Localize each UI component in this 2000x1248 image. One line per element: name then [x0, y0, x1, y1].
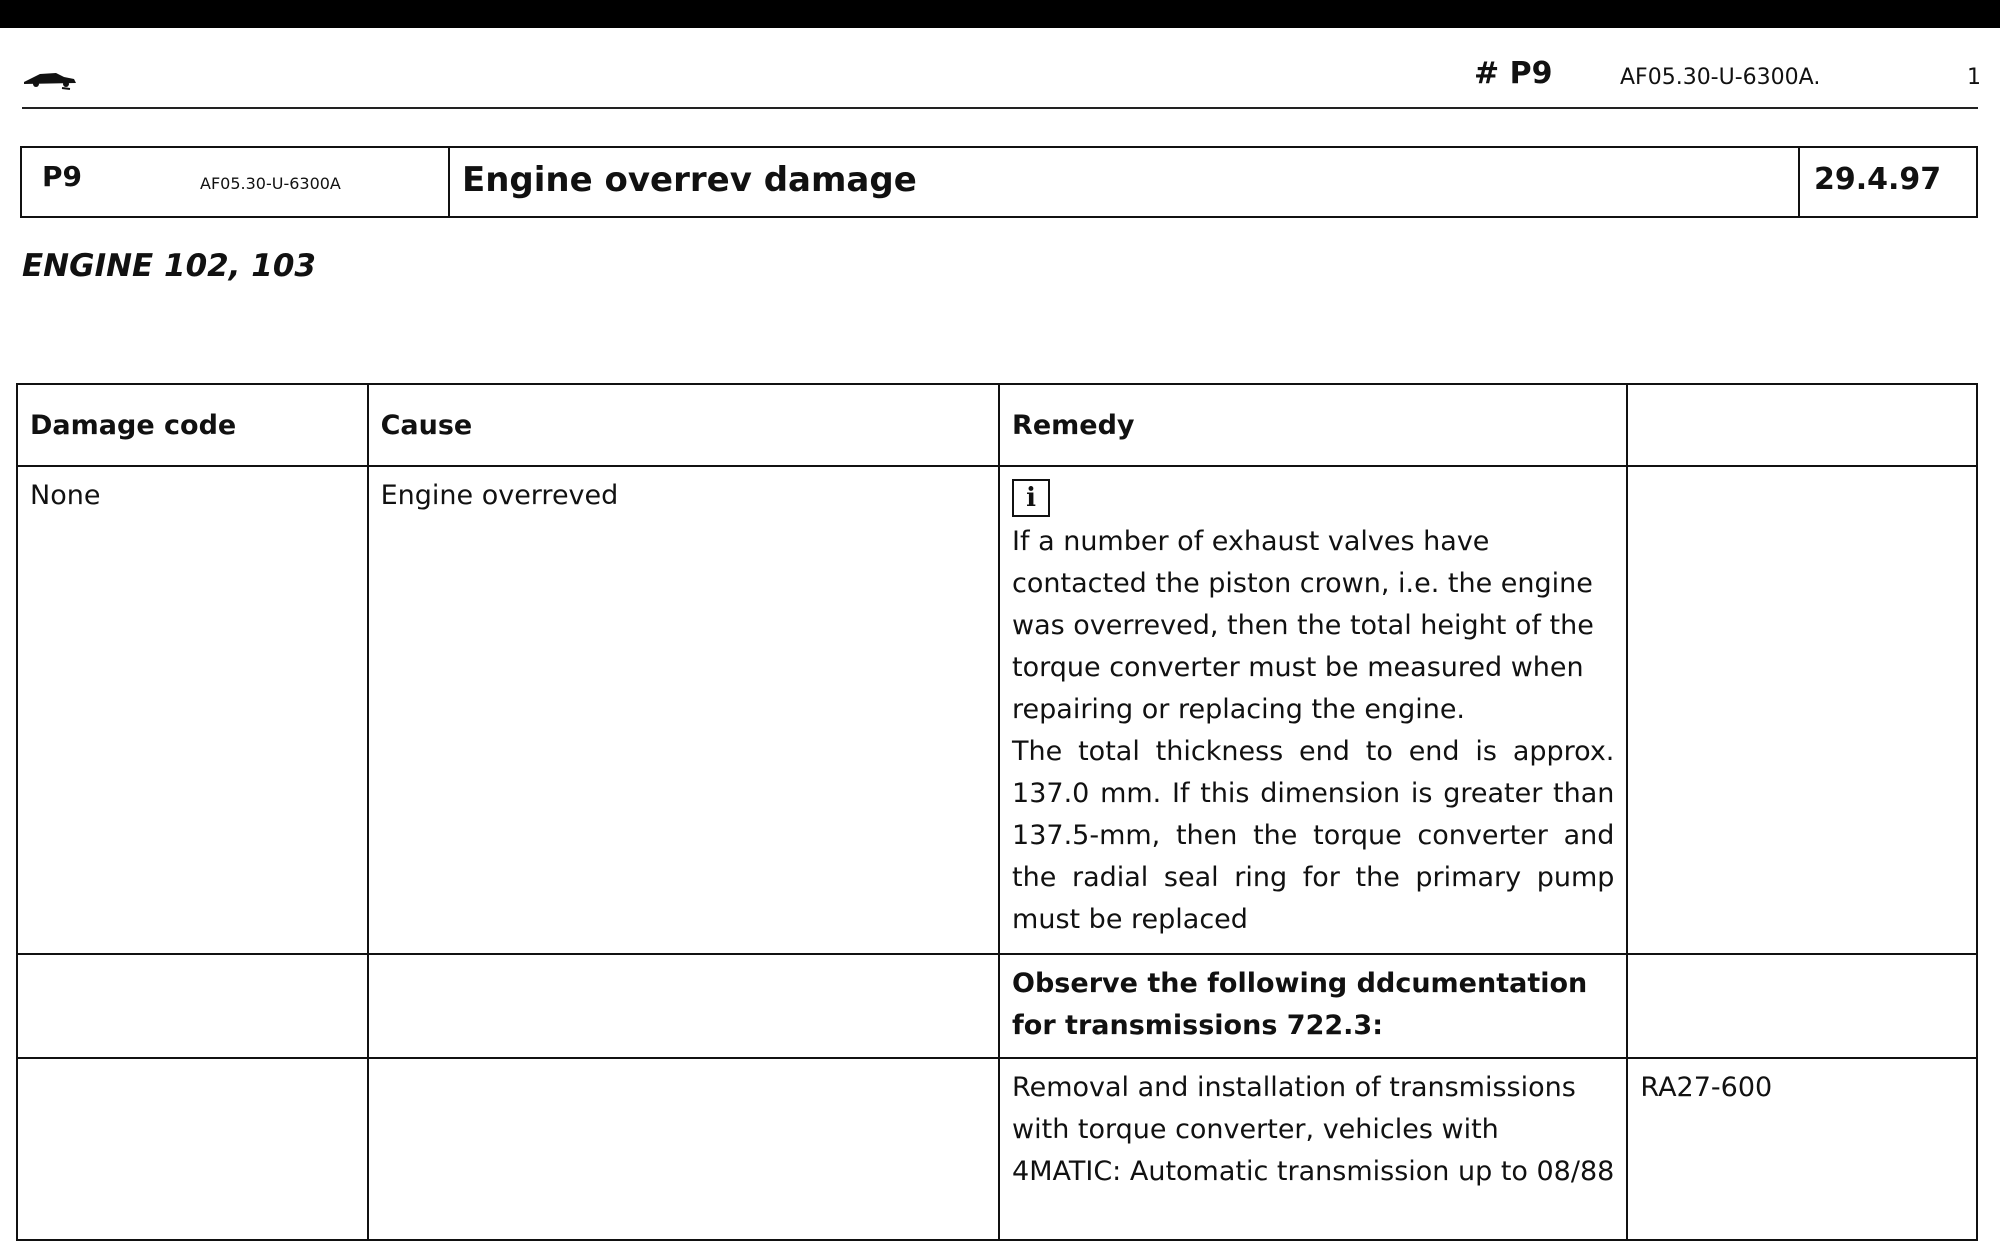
header-damage-code: Damage code — [17, 384, 368, 466]
title-date-cell — [1800, 148, 1976, 216]
table-header-row — [17, 384, 1977, 466]
table-row — [17, 954, 1977, 1058]
reference-cell — [1627, 466, 1977, 954]
reference-cell — [1627, 954, 1977, 1058]
page-header — [22, 50, 1981, 110]
info-icon: i — [1012, 479, 1050, 517]
remedy-cell — [999, 466, 1627, 954]
title-date: 29.4.97 — [1814, 162, 1942, 197]
title-box — [20, 146, 1978, 218]
remedy-paragraph-2: The total thickness end to end is approx. 137.0 mm. If this dimension is greater than 137.5-mm, then the torque converter and the radial seal ring for the primary pump must be replaced — [1012, 736, 1615, 935]
remedy-paragraph-1: If a number of exhaust valves have contacted the piston crown, i.e. the engine was overreved, then the total height of the torque converter must be measured when repairing or replacing the engine. — [1012, 526, 1594, 725]
header-code: # P9 — [1474, 56, 1553, 91]
top-black-bar — [0, 0, 2000, 28]
page-number: 1 — [1967, 65, 1981, 90]
header-remedy: Remedy — [999, 384, 1627, 466]
table-row — [17, 466, 1977, 954]
header-doc-number: AF05.30-U-6300A. — [1620, 65, 1821, 90]
header-cause: Cause — [368, 384, 999, 466]
engine-heading: ENGINE 102, 103 — [22, 248, 317, 284]
header-reference — [1627, 384, 1977, 466]
damage-code-cell: None — [17, 466, 368, 954]
title-text-cell — [450, 148, 1800, 216]
remedy-cell: Observe the following ddcumentation for transmissions 722.3: — [999, 954, 1627, 1058]
reference-cell: RA27-600 — [1627, 1058, 1977, 1240]
title-doc-number: AF05.30-U-6300A — [200, 174, 341, 193]
title-code-cell — [22, 148, 450, 216]
car-icon — [22, 62, 78, 92]
damage-code-cell — [17, 1058, 368, 1240]
header-rule — [22, 107, 1978, 109]
damage-code-cell — [17, 954, 368, 1058]
cause-cell — [368, 954, 999, 1058]
cause-cell — [368, 1058, 999, 1240]
damage-table — [16, 383, 1978, 1241]
cause-cell: Engine overreved — [368, 466, 999, 954]
remedy-cell: Removal and installation of transmissions with torque converter, vehicles with 4MATIC: Automatic transmission up to 08/88 — [999, 1058, 1627, 1240]
title-code: P9 — [42, 160, 83, 193]
table-row — [17, 1058, 1977, 1240]
page-title: Engine overrev damage — [462, 160, 917, 200]
